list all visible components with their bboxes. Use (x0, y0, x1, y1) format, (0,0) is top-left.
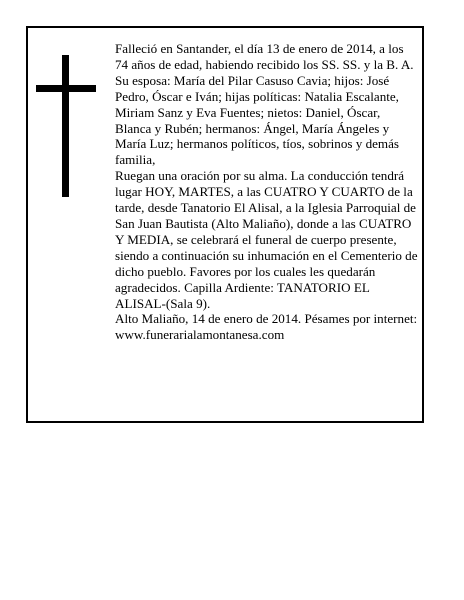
death-announcement: Falleció en Santander, el día 13 de enero de 2014, a los 74 años de edad, habiendo recibido los SS. SS. y la B. A. (115, 41, 414, 72)
family-members: Su esposa: María del Pilar Casuso Cavia; hijos: José Pedro, Óscar e Iván; hijas políticas: Natalia Escalante, Miriam Sanz y Eva Fuentes; nietos: Daniel, Óscar, Blanca y Rubén; hermanos: Ángel, María Ángeles y María Luz; hermanos políticos, tíos, sobrinos y demás familia, (115, 72, 400, 168)
cross-vertical-bar (62, 55, 69, 197)
latin-cross-icon (36, 55, 96, 197)
cross-horizontal-bar (36, 85, 96, 92)
place-date-condolences: Alto Maliaño, 14 de enero de 2014. Pésames por internet: www.funerarialamontanesa.com (115, 311, 418, 343)
obituary-text (115, 41, 419, 343)
funeral-details: Ruegan una oración por su alma. La conducción tendrá lugar HOY, MARTES, a las CUATRO Y CUARTO de la tarde, desde Tanatorio El Alisal, a la Iglesia Parroquial de San Juan Bautista (Alto Maliaño), donde a las CUATRO Y MEDIA, se celebrará el funeral de cuerpo presente, siendo a continuación su inhumación en el Cementerio de dicho pueblo. Favores por los cuales les quedarán agradecidos. Capilla Ardiente: TANATORIO EL ALISAL-(Sala 9). (115, 168, 418, 311)
